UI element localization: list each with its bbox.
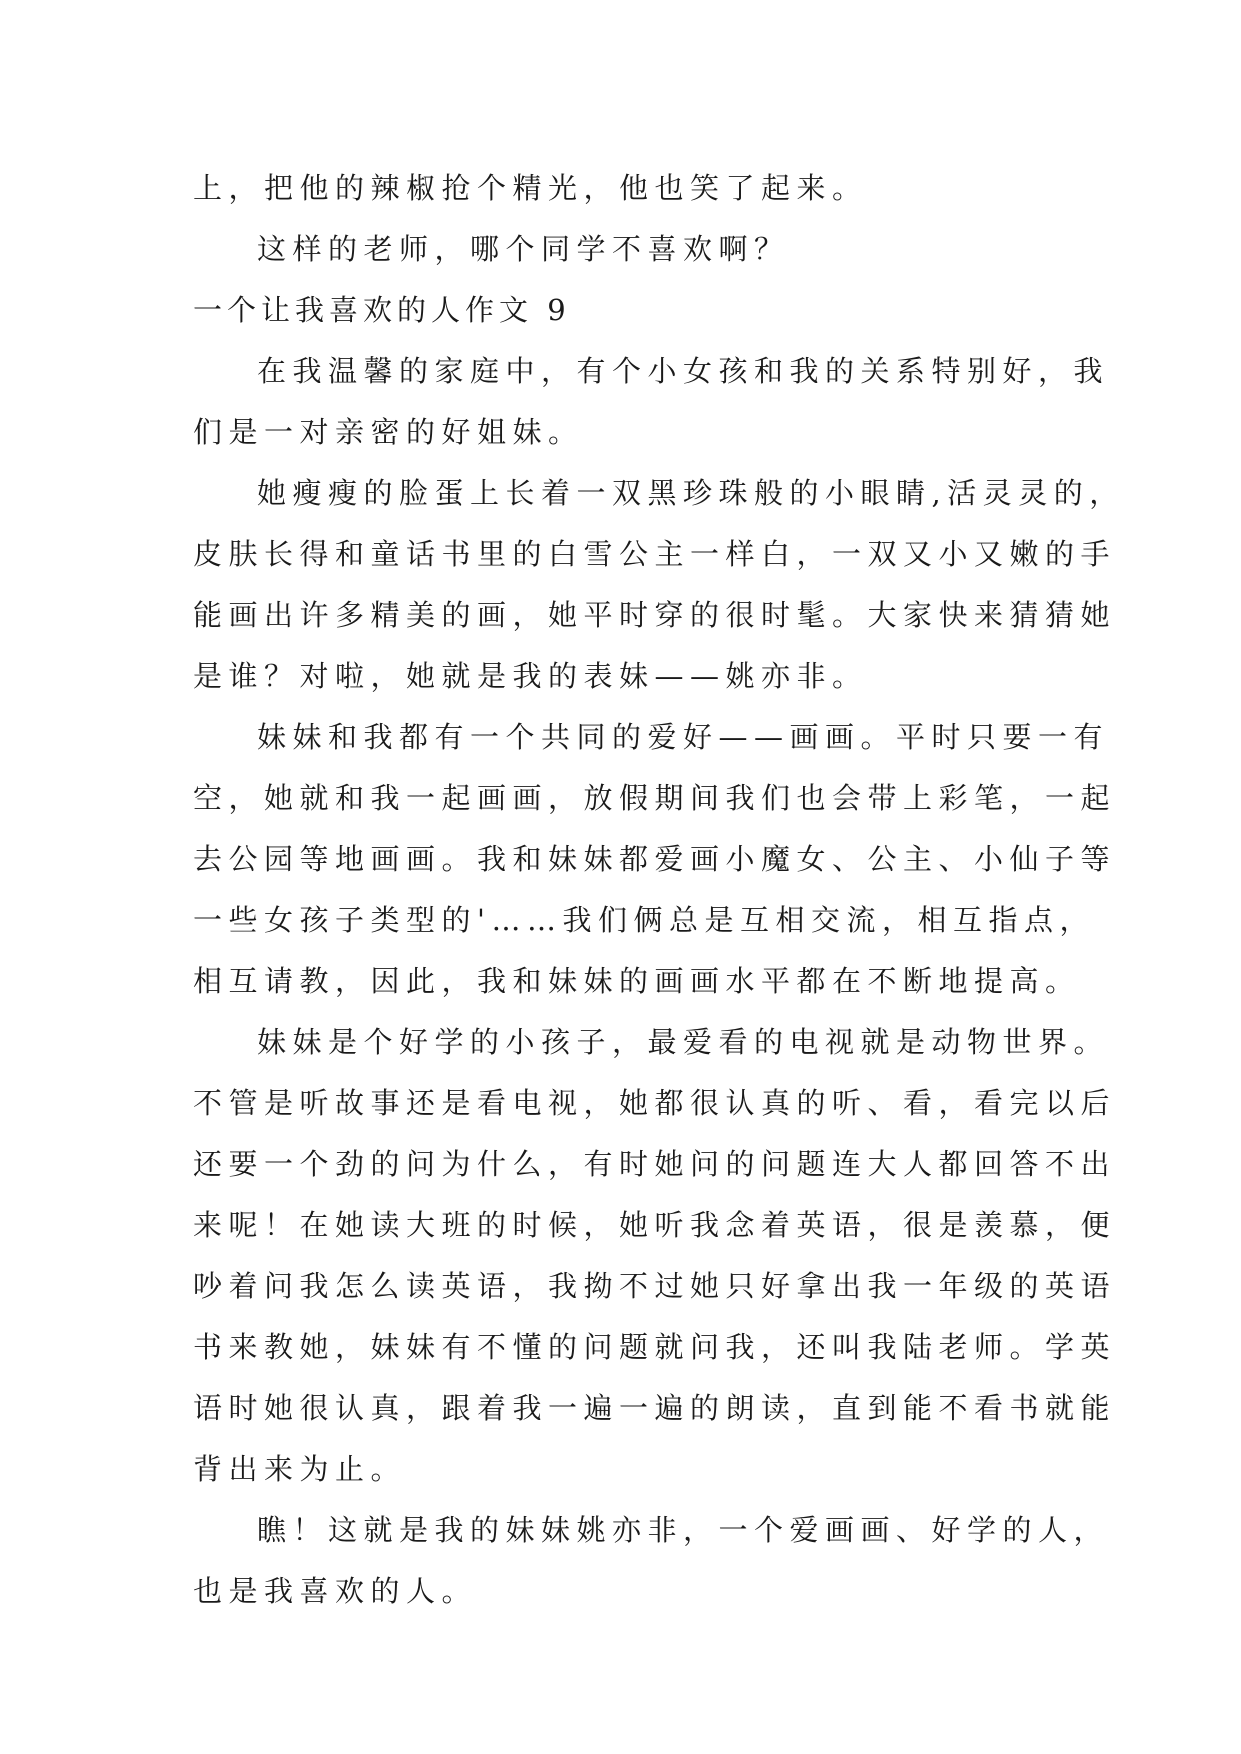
text-line: 也是我喜欢的人。 <box>193 1574 478 1608</box>
text-line: 吵着问我怎么读英语，我拗不过她只好拿出我一年级的英语 <box>193 1269 1117 1303</box>
text-line: 背出来为止。 <box>193 1452 407 1486</box>
text-line: 来呢！在她读大班的时候，她听我念着英语，很是羡慕，便 <box>193 1208 1117 1242</box>
text-line: 还要一个劲的问为什么，有时她问的问题连大人都回答不出 <box>193 1147 1117 1181</box>
text-line: 能画出许多精美的画，她平时穿的很时髦。大家快来猜猜她 <box>193 598 1117 632</box>
text-line: 们是一对亲密的好姐妹。 <box>193 415 584 449</box>
text-line: 这样的老师，哪个同学不喜欢啊？ <box>257 232 790 266</box>
text-line: 她瘦瘦的脸蛋上长着一双黑珍珠般的小眼睛,活灵灵的， <box>257 476 1125 510</box>
text-line: 语时她很认真，跟着我一遍一遍的朗读，直到能不看书就能 <box>193 1391 1117 1425</box>
text-line: 妹妹和我都有一个共同的爱好——画画。平时只要一有 <box>257 720 1110 754</box>
text-line: 去公园等地画画。我和妹妹都爱画小魔女、公主、小仙子等 <box>193 842 1117 876</box>
section-title: 一个让我喜欢的人作文 9 <box>193 293 571 327</box>
text-line: 在我温馨的家庭中，有个小女孩和我的关系特别好，我 <box>257 354 1110 388</box>
text-line: 瞧！这就是我的妹妹姚亦非，一个爱画画、好学的人， <box>257 1513 1110 1547</box>
text-line: 空，她就和我一起画画，放假期间我们也会带上彩笔，一起 <box>193 781 1117 815</box>
text-line: 书来教她，妹妹有不懂的问题就问我，还叫我陆老师。学英 <box>193 1330 1117 1364</box>
text-line: 妹妹是个好学的小孩子，最爱看的电视就是动物世界。 <box>257 1025 1110 1059</box>
document-body <box>193 158 1125 1622</box>
text-line: 上，把他的辣椒抢个精光，他也笑了起来。 <box>193 171 868 205</box>
text-line: 是谁？对啦，她就是我的表妹——姚亦非。 <box>193 659 868 693</box>
text-line: 一些女孩子类型的'……我们俩总是互相交流，相互指点， <box>193 903 1095 937</box>
text-line: 不管是听故事还是看电视，她都很认真的听、看，看完以后 <box>193 1086 1117 1120</box>
text-line: 相互请教，因此，我和妹妹的画画水平都在不断地提高。 <box>193 964 1081 998</box>
text-line: 皮肤长得和童话书里的白雪公主一样白，一双又小又嫩的手 <box>193 537 1117 571</box>
